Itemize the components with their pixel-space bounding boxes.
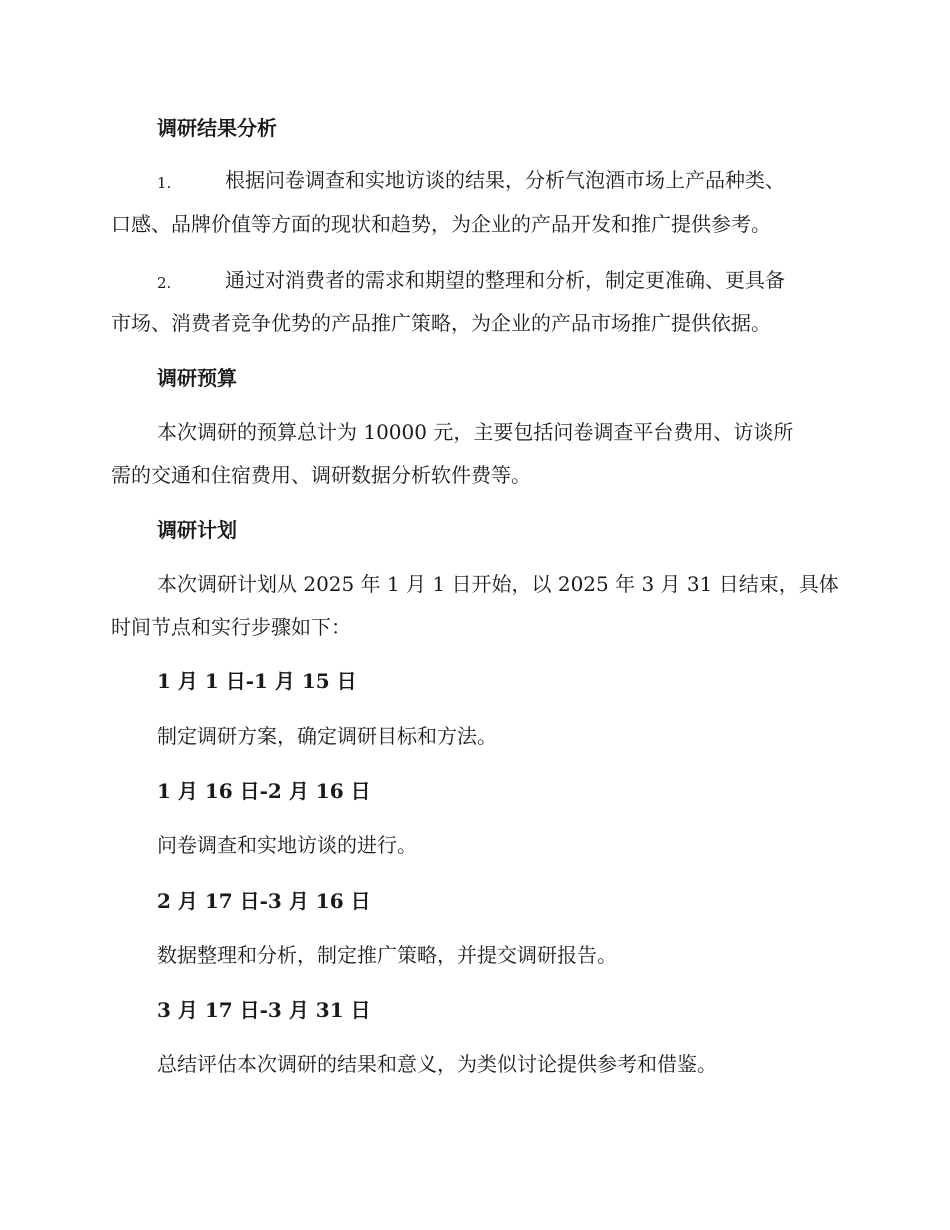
analysis-item-1-line-1: 根据问卷调查和实地访谈的结果，分析气泡酒市场上产品种类、 [225,168,785,192]
phase-2-task: 问卷调查和实地访谈的进行。 [157,833,417,857]
analysis-item-1-line-2: 口感、品牌价值等方面的现状和趋势，为企业的产品开发和推广提供参考。 [111,212,771,236]
phase-2-period: 1 月 16 日-2 月 16 日 [157,779,371,803]
analysis-item-1-number: 1. [157,174,172,192]
phase-3-task: 数据整理和分析，制定推广策略，并提交调研报告。 [157,943,617,967]
phase-1-task: 制定调研方案，确定调研目标和方法。 [157,724,497,748]
analysis-item-2-line-1: 通过对消费者的需求和期望的整理和分析，制定更准确、更具备 [225,268,785,292]
plan-line-1: 本次调研计划从 2025 年 1 月 1 日开始，以 2025 年 3 月 31 日结束，具体 [157,572,839,596]
phase-3-period: 2 月 17 日-3 月 16 日 [157,889,371,913]
plan-heading: 调研计划 [157,518,237,542]
analysis-item-2-number: 2. [157,274,172,292]
budget-line-1: 本次调研的预算总计为 10000 元，主要包括问卷调查平台费用、访谈所 [157,420,794,444]
budget-line-2: 需的交通和住宿费用、调研数据分析软件费等。 [111,463,531,487]
phase-4-task: 总结评估本次调研的结果和意义，为类似讨论提供参考和借鉴。 [157,1052,717,1076]
analysis-item-2-line-2: 市场、消费者竞争优势的产品推广策略，为企业的产品市场推广提供依据。 [111,311,771,335]
plan-line-2: 时间节点和实行步骤如下： [111,615,351,639]
budget-heading: 调研预算 [157,366,237,390]
phase-4-period: 3 月 17 日-3 月 31 日 [157,998,371,1022]
analysis-heading: 调研结果分析 [157,116,277,140]
phase-1-period: 1 月 1 日-1 月 15 日 [157,669,357,693]
